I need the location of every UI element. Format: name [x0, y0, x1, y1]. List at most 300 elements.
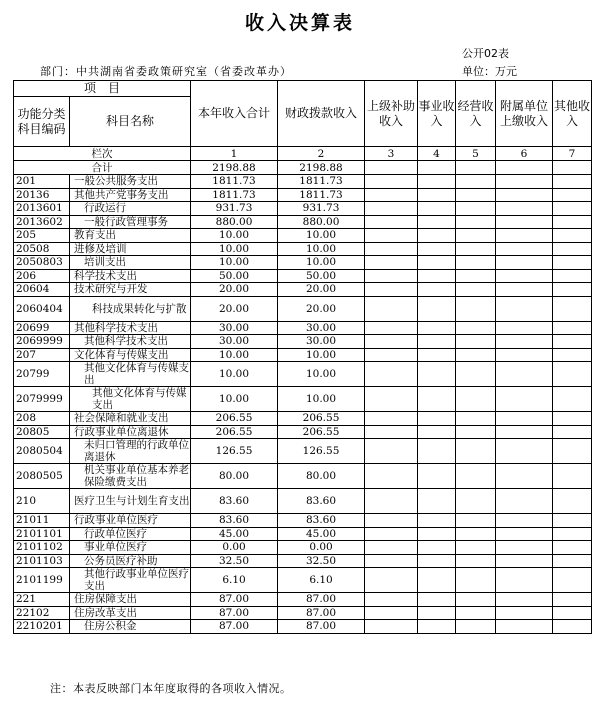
- operating-income-cell: [456, 348, 496, 362]
- superior-subsidy-cell: [365, 464, 418, 489]
- fiscal-appropriation-cell: 10.00: [278, 387, 365, 412]
- total-income-cell: 10.00: [191, 348, 278, 362]
- total-income-cell: 20.00: [191, 283, 278, 297]
- fiscal-appropriation-cell: 10.00: [278, 362, 365, 387]
- table-row: [14, 296, 592, 321]
- fiscal-appropriation-cell: 87.00: [278, 606, 365, 620]
- total-income-cell: 6.10: [191, 568, 278, 593]
- other-income-cell: [553, 215, 592, 229]
- business-income-cell: [418, 269, 456, 283]
- affiliated-unit-cell: [496, 321, 553, 335]
- other-income-cell: [553, 387, 592, 412]
- other-income-cell: [553, 568, 592, 593]
- fiscal-appropriation-cell: 126.55: [278, 439, 365, 464]
- subject-name-cell: 其他科学技术支出: [70, 321, 191, 335]
- table-row: [14, 439, 592, 464]
- affiliated-unit-cell: [496, 489, 553, 514]
- function-code-cell: 205: [14, 229, 70, 243]
- fiscal-appropriation-header: 财政拨款收入: [278, 81, 365, 147]
- fiscal-appropriation-cell: 1811.73: [278, 188, 365, 202]
- affiliated-unit-cell: [496, 606, 553, 620]
- other-income-cell: [553, 242, 592, 256]
- operating-income-cell: [456, 387, 496, 412]
- subject-name-cell: 其他共产党事务支出: [70, 188, 191, 202]
- total-income-header: 本年收入合计: [191, 81, 278, 147]
- superior-subsidy-cell: [365, 541, 418, 555]
- table-row: [14, 541, 592, 555]
- business-income-cell: [418, 348, 456, 362]
- total-income-cell: 83.60: [191, 489, 278, 514]
- project-header: 项 目: [14, 81, 191, 97]
- subject-name-cell: 培训支出: [70, 256, 191, 270]
- function-code-cell: 208: [14, 412, 70, 426]
- affiliated-unit-cell: [496, 175, 553, 189]
- other-income-cell: [553, 541, 592, 555]
- superior-subsidy-cell: [365, 593, 418, 607]
- total-income-cell: 87.00: [191, 620, 278, 634]
- other-income-cell: [553, 412, 592, 426]
- total-income-cell: 206.55: [191, 425, 278, 439]
- total-income-cell: 10.00: [191, 387, 278, 412]
- operating-income-cell: [456, 464, 496, 489]
- subject-name-cell: 事业单位医疗: [70, 541, 191, 555]
- sequence-cell: 6: [496, 147, 553, 161]
- business-income-header: 事业收入: [418, 81, 456, 147]
- operating-income-cell: [456, 527, 496, 541]
- subject-name-cell: 其他文化体育与传媒支出: [70, 387, 191, 412]
- total-income-cell: 87.00: [191, 606, 278, 620]
- subject-name-cell: 其他行政事业单位医疗支出: [70, 568, 191, 593]
- sequence-cell: 5: [456, 147, 496, 161]
- sequence-row: [14, 147, 592, 161]
- subject-name-cell: 住房保障支出: [70, 593, 191, 607]
- business-income-cell: [418, 229, 456, 243]
- subject-name-cell: 未归口管理的行政单位离退休: [70, 439, 191, 464]
- operating-income-cell: [456, 425, 496, 439]
- department-label: 部门：中共湖南省委政策研究室（省委改革办）: [40, 65, 292, 78]
- affiliated-unit-cell: [496, 568, 553, 593]
- fiscal-appropriation-cell: 6.10: [278, 568, 365, 593]
- subject-name-cell: 一般行政管理事务: [70, 215, 191, 229]
- function-code-cell: 206: [14, 269, 70, 283]
- total-income-cell: 1811.73: [191, 188, 278, 202]
- fiscal-appropriation-cell: 206.55: [278, 425, 365, 439]
- table-row: [14, 489, 592, 514]
- superior-subsidy-cell: [365, 425, 418, 439]
- other-income-cell: [553, 362, 592, 387]
- superior-subsidy-cell: [365, 554, 418, 568]
- business-income-cell: [418, 242, 456, 256]
- subject-name-cell: 科学技术支出: [70, 269, 191, 283]
- operating-income-cell: [456, 620, 496, 634]
- other-income-cell: [553, 464, 592, 489]
- other-income-cell: [553, 439, 592, 464]
- function-code-cell: 2101101: [14, 527, 70, 541]
- fiscal-appropriation-cell: 20.00: [278, 283, 365, 297]
- function-code-cell: 2050803: [14, 256, 70, 270]
- total-income-cell: 880.00: [191, 215, 278, 229]
- business-income-cell: [418, 296, 456, 321]
- function-code-cell: 2101102: [14, 541, 70, 555]
- affiliated-unit-cell: [496, 425, 553, 439]
- superior-subsidy-cell: [365, 514, 418, 528]
- operating-income-cell: [456, 514, 496, 528]
- total-income-cell: 931.73: [191, 202, 278, 216]
- superior-subsidy-cell: [365, 335, 418, 349]
- business-income-cell: [418, 439, 456, 464]
- superior-subsidy-cell: [365, 348, 418, 362]
- affiliated-unit-cell: [496, 387, 553, 412]
- table-row: [14, 202, 592, 216]
- other-income-cell: [553, 229, 592, 243]
- operating-income-cell: [456, 606, 496, 620]
- subject-name-cell: 其他文化体育与传媒支出: [70, 362, 191, 387]
- fiscal-appropriation-cell: 83.60: [278, 489, 365, 514]
- business-income-cell: [418, 335, 456, 349]
- subject-name-header: 科目名称: [70, 97, 191, 147]
- subject-name-cell: 机关事业单位基本养老保险缴费支出: [70, 464, 191, 489]
- subject-name-cell: 一般公共服务支出: [70, 175, 191, 189]
- affiliated-unit-header: 附属单位上缴收入: [496, 81, 553, 147]
- affiliated-unit-cell: [496, 202, 553, 216]
- affiliated-unit-cell: [496, 229, 553, 243]
- sequence-cell: 1: [191, 147, 278, 161]
- function-code-cell: 2079999: [14, 387, 70, 412]
- affiliated-unit-cell: [496, 188, 553, 202]
- affiliated-unit-cell: [496, 283, 553, 297]
- total-fiscal-value: 2198.88: [278, 161, 365, 175]
- superior-subsidy-cell: [365, 296, 418, 321]
- operating-income-cell: [456, 439, 496, 464]
- superior-subsidy-cell: [365, 229, 418, 243]
- fiscal-appropriation-cell: 50.00: [278, 269, 365, 283]
- table-row: [14, 362, 592, 387]
- empty-cell: [365, 161, 418, 175]
- affiliated-unit-cell: [496, 335, 553, 349]
- total-income-cell: 20.00: [191, 296, 278, 321]
- affiliated-unit-cell: [496, 593, 553, 607]
- table-row: [14, 269, 592, 283]
- table-row: [14, 348, 592, 362]
- subject-name-cell: 社会保障和就业支出: [70, 412, 191, 426]
- operating-income-cell: [456, 335, 496, 349]
- other-income-cell: [553, 202, 592, 216]
- other-income-cell: [553, 489, 592, 514]
- superior-subsidy-cell: [365, 283, 418, 297]
- fiscal-appropriation-cell: 45.00: [278, 527, 365, 541]
- table-row: [14, 175, 592, 189]
- business-income-cell: [418, 387, 456, 412]
- superior-subsidy-cell: [365, 489, 418, 514]
- total-income-cell: 32.50: [191, 554, 278, 568]
- subject-name-cell: 住房公积金: [70, 620, 191, 634]
- business-income-cell: [418, 215, 456, 229]
- total-income-cell: 10.00: [191, 229, 278, 243]
- table-row: [14, 283, 592, 297]
- function-code-cell: 221: [14, 593, 70, 607]
- empty-cell: [456, 161, 496, 175]
- other-income-cell: [553, 321, 592, 335]
- business-income-cell: [418, 425, 456, 439]
- affiliated-unit-cell: [496, 242, 553, 256]
- superior-subsidy-cell: [365, 188, 418, 202]
- report-title: 收入决算表: [244, 12, 355, 34]
- total-income-cell: 1811.73: [191, 175, 278, 189]
- operating-income-cell: [456, 412, 496, 426]
- affiliated-unit-cell: [496, 256, 553, 270]
- sequence-cell: 3: [365, 147, 418, 161]
- business-income-cell: [418, 554, 456, 568]
- total-label: 合计: [14, 161, 191, 175]
- total-income-cell: 83.60: [191, 514, 278, 528]
- operating-income-cell: [456, 269, 496, 283]
- empty-cell: [553, 161, 592, 175]
- affiliated-unit-cell: [496, 464, 553, 489]
- business-income-cell: [418, 541, 456, 555]
- subject-name-cell: 医疗卫生与计划生育支出: [70, 489, 191, 514]
- operating-income-cell: [456, 175, 496, 189]
- other-income-cell: [553, 283, 592, 297]
- function-code-cell: 22102: [14, 606, 70, 620]
- operating-income-cell: [456, 593, 496, 607]
- affiliated-unit-cell: [496, 527, 553, 541]
- function-code-cell: 2101103: [14, 554, 70, 568]
- business-income-cell: [418, 362, 456, 387]
- subject-name-cell: 行政事业单位离退休: [70, 425, 191, 439]
- superior-subsidy-cell: [365, 202, 418, 216]
- operating-income-cell: [456, 362, 496, 387]
- other-income-cell: [553, 606, 592, 620]
- table-row: [14, 514, 592, 528]
- business-income-cell: [418, 283, 456, 297]
- superior-subsidy-cell: [365, 362, 418, 387]
- subject-name-cell: 行政运行: [70, 202, 191, 216]
- business-income-cell: [418, 321, 456, 335]
- operating-income-cell: [456, 489, 496, 514]
- business-income-cell: [418, 514, 456, 528]
- function-code-cell: 2013601: [14, 202, 70, 216]
- fiscal-appropriation-cell: 32.50: [278, 554, 365, 568]
- affiliated-unit-cell: [496, 296, 553, 321]
- function-code-cell: 20604: [14, 283, 70, 297]
- other-income-cell: [553, 188, 592, 202]
- fiscal-appropriation-cell: 10.00: [278, 256, 365, 270]
- other-income-header: 其他收入: [553, 81, 592, 147]
- affiliated-unit-cell: [496, 439, 553, 464]
- table-row: [14, 568, 592, 593]
- operating-income-cell: [456, 321, 496, 335]
- business-income-cell: [418, 256, 456, 270]
- operating-income-cell: [456, 283, 496, 297]
- fiscal-appropriation-cell: 30.00: [278, 335, 365, 349]
- operating-income-cell: [456, 568, 496, 593]
- footnote: 注：本表反映部门本年度取得的各项收入情况。: [50, 682, 292, 695]
- function-code-cell: 2013602: [14, 215, 70, 229]
- business-income-cell: [418, 202, 456, 216]
- affiliated-unit-cell: [496, 269, 553, 283]
- subject-name-cell: 文化体育与传媒支出: [70, 348, 191, 362]
- operating-income-cell: [456, 296, 496, 321]
- operating-income-cell: [456, 242, 496, 256]
- affiliated-unit-cell: [496, 412, 553, 426]
- business-income-cell: [418, 593, 456, 607]
- superior-subsidy-cell: [365, 321, 418, 335]
- table-row: [14, 554, 592, 568]
- function-code-cell: 2080504: [14, 439, 70, 464]
- business-income-cell: [418, 188, 456, 202]
- superior-subsidy-cell: [365, 387, 418, 412]
- function-code-cell: 20799: [14, 362, 70, 387]
- affiliated-unit-cell: [496, 215, 553, 229]
- fiscal-appropriation-cell: 80.00: [278, 464, 365, 489]
- sequence-cell: 7: [553, 147, 592, 161]
- total-income-cell: 10.00: [191, 242, 278, 256]
- superior-subsidy-cell: [365, 439, 418, 464]
- subject-name-cell: 行政单位医疗: [70, 527, 191, 541]
- total-income-cell: 80.00: [191, 464, 278, 489]
- superior-subsidy-cell: [365, 242, 418, 256]
- business-income-cell: [418, 412, 456, 426]
- business-income-cell: [418, 527, 456, 541]
- subject-name-cell: 住房改革支出: [70, 606, 191, 620]
- table-row: [14, 593, 592, 607]
- total-income-cell: 10.00: [191, 256, 278, 270]
- affiliated-unit-cell: [496, 620, 553, 634]
- other-income-cell: [553, 348, 592, 362]
- table-row: [14, 606, 592, 620]
- other-income-cell: [553, 269, 592, 283]
- other-income-cell: [553, 527, 592, 541]
- superior-subsidy-cell: [365, 269, 418, 283]
- fiscal-appropriation-cell: 87.00: [278, 620, 365, 634]
- operating-income-cell: [456, 188, 496, 202]
- total-income-cell: 206.55: [191, 412, 278, 426]
- function-code-cell: 207: [14, 348, 70, 362]
- table-row: [14, 229, 592, 243]
- function-code-cell: 2101199: [14, 568, 70, 593]
- operating-income-header: 经营收入: [456, 81, 496, 147]
- superior-subsidy-cell: [365, 620, 418, 634]
- other-income-cell: [553, 256, 592, 270]
- other-income-cell: [553, 514, 592, 528]
- operating-income-cell: [456, 229, 496, 243]
- total-income-cell: 30.00: [191, 321, 278, 335]
- table-row: [14, 527, 592, 541]
- total-income-value: 2198.88: [191, 161, 278, 175]
- fiscal-appropriation-cell: 931.73: [278, 202, 365, 216]
- superior-subsidy-cell: [365, 606, 418, 620]
- total-income-cell: 0.00: [191, 541, 278, 555]
- function-code-cell: 20699: [14, 321, 70, 335]
- total-row: [14, 161, 592, 175]
- business-income-cell: [418, 620, 456, 634]
- other-income-cell: [553, 425, 592, 439]
- subject-name-cell: 公务员医疗补助: [70, 554, 191, 568]
- table-row: [14, 321, 592, 335]
- fiscal-appropriation-cell: 10.00: [278, 242, 365, 256]
- total-income-cell: 30.00: [191, 335, 278, 349]
- other-income-cell: [553, 175, 592, 189]
- fiscal-appropriation-cell: 10.00: [278, 348, 365, 362]
- form-code: 公开02表: [462, 47, 509, 60]
- table-body: [14, 147, 592, 634]
- affiliated-unit-cell: [496, 554, 553, 568]
- unit-label: 单位：万元: [462, 65, 517, 78]
- total-income-cell: 45.00: [191, 527, 278, 541]
- fiscal-appropriation-cell: 10.00: [278, 229, 365, 243]
- table-row: [14, 464, 592, 489]
- table-row: [14, 188, 592, 202]
- affiliated-unit-cell: [496, 541, 553, 555]
- table-row: [14, 425, 592, 439]
- affiliated-unit-cell: [496, 362, 553, 387]
- subject-name-cell: 技术研究与开发: [70, 283, 191, 297]
- operating-income-cell: [456, 215, 496, 229]
- superior-subsidy-cell: [365, 527, 418, 541]
- business-income-cell: [418, 464, 456, 489]
- function-code-cell: 20136: [14, 188, 70, 202]
- fiscal-appropriation-cell: 83.60: [278, 514, 365, 528]
- empty-cell: [496, 161, 553, 175]
- function-code-cell: 21011: [14, 514, 70, 528]
- table-row: [14, 387, 592, 412]
- operating-income-cell: [456, 256, 496, 270]
- empty-cell: [418, 161, 456, 175]
- table-row: [14, 620, 592, 634]
- sequence-cell: 4: [418, 147, 456, 161]
- table-row: [14, 412, 592, 426]
- total-income-cell: 87.00: [191, 593, 278, 607]
- operating-income-cell: [456, 541, 496, 555]
- function-code-cell: 20805: [14, 425, 70, 439]
- superior-subsidy-cell: [365, 412, 418, 426]
- function-code-cell: 2080505: [14, 464, 70, 489]
- operating-income-cell: [456, 554, 496, 568]
- fiscal-appropriation-cell: 206.55: [278, 412, 365, 426]
- fiscal-appropriation-cell: 0.00: [278, 541, 365, 555]
- function-code-cell: 2060404: [14, 296, 70, 321]
- subject-name-cell: 进修及培训: [70, 242, 191, 256]
- fiscal-appropriation-cell: 880.00: [278, 215, 365, 229]
- superior-subsidy-cell: [365, 256, 418, 270]
- subject-name-cell: 行政事业单位医疗: [70, 514, 191, 528]
- affiliated-unit-cell: [496, 514, 553, 528]
- other-income-cell: [553, 554, 592, 568]
- superior-subsidy-cell: [365, 568, 418, 593]
- other-income-cell: [553, 335, 592, 349]
- superior-subsidy-header: 上级补助收入: [365, 81, 418, 147]
- function-code-cell: 20508: [14, 242, 70, 256]
- superior-subsidy-cell: [365, 215, 418, 229]
- subject-name-cell: 教育支出: [70, 229, 191, 243]
- fiscal-appropriation-cell: 87.00: [278, 593, 365, 607]
- sequence-label: 栏次: [14, 147, 191, 161]
- other-income-cell: [553, 620, 592, 634]
- other-income-cell: [553, 593, 592, 607]
- fiscal-appropriation-cell: 30.00: [278, 321, 365, 335]
- superior-subsidy-cell: [365, 175, 418, 189]
- business-income-cell: [418, 175, 456, 189]
- fiscal-appropriation-cell: 20.00: [278, 296, 365, 321]
- function-code-header: 功能分类科目编码: [14, 97, 70, 147]
- business-income-cell: [418, 568, 456, 593]
- income-final-accounts-table: [13, 80, 592, 634]
- table-row: [14, 215, 592, 229]
- operating-income-cell: [456, 202, 496, 216]
- subject-name-cell: 科技成果转化与扩散: [70, 296, 191, 321]
- table-row: [14, 335, 592, 349]
- other-income-cell: [553, 296, 592, 321]
